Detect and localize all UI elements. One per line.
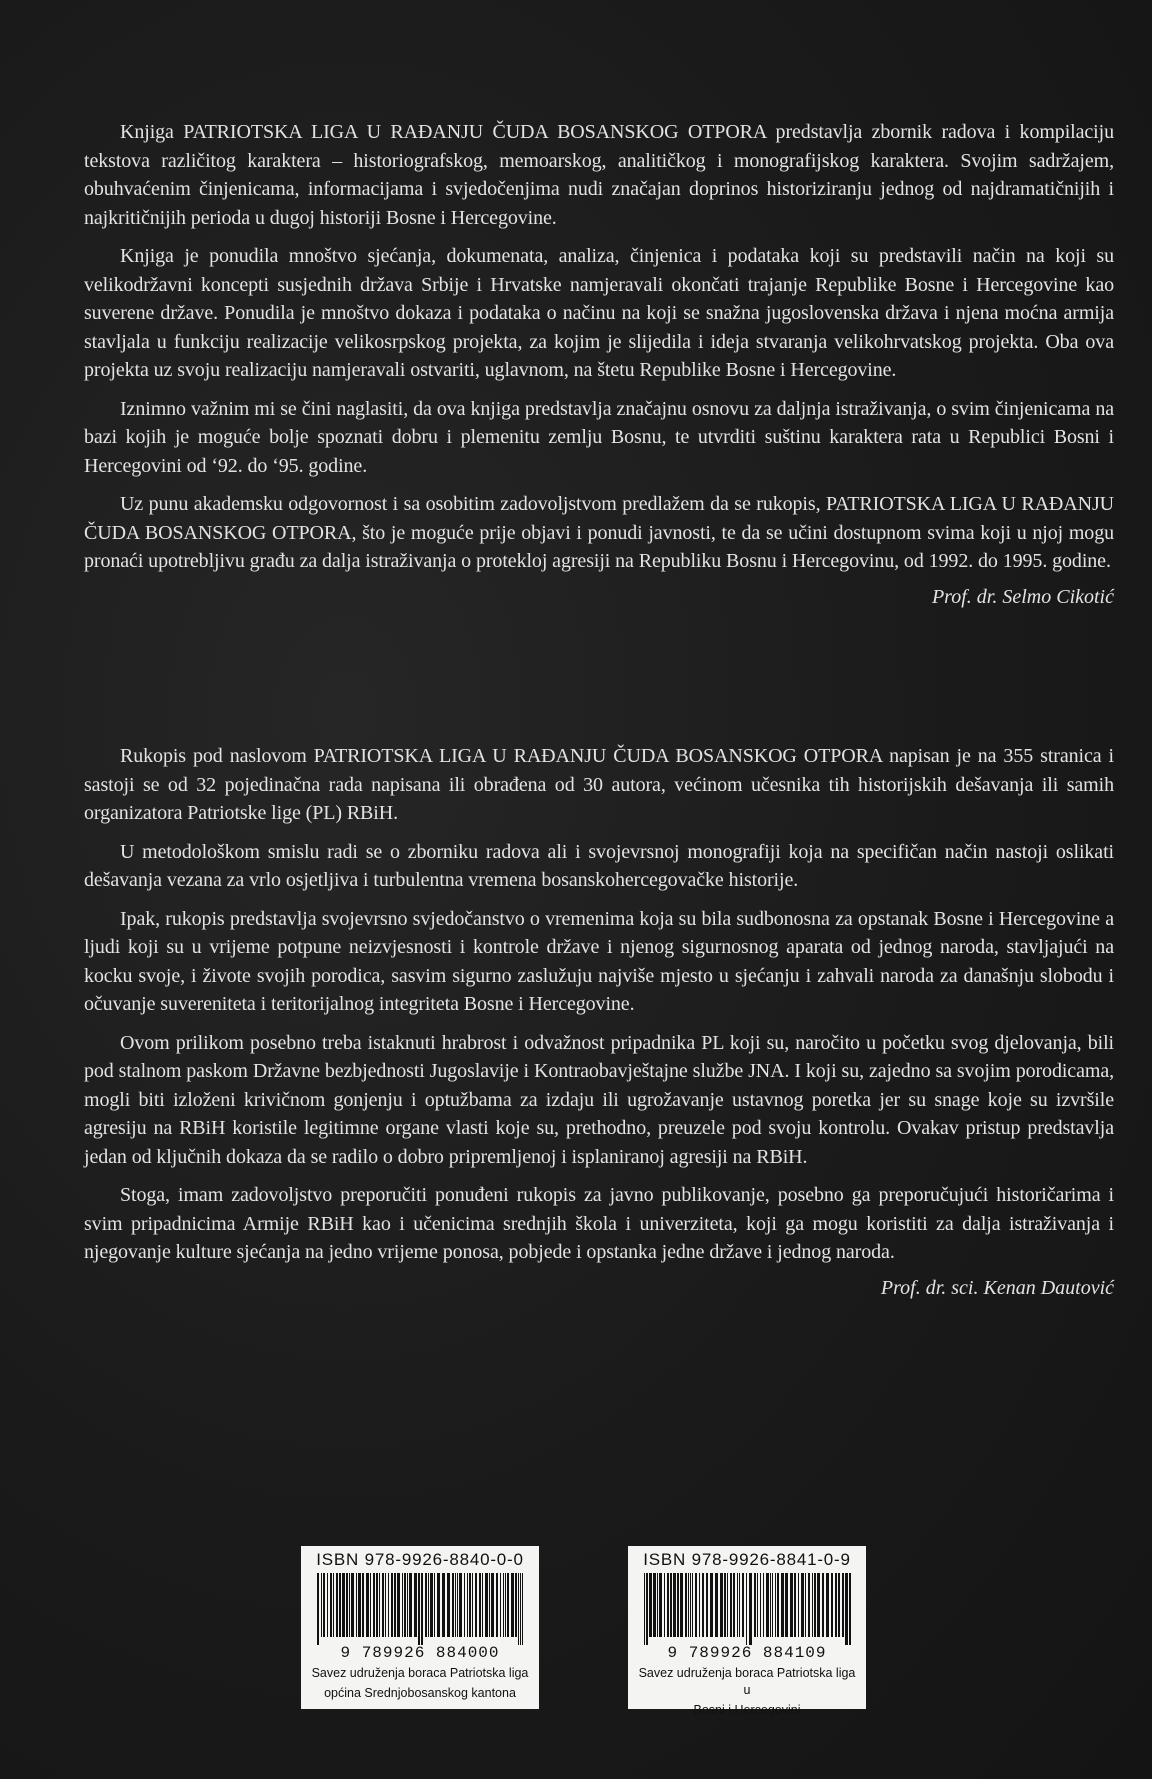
barcode-bar xyxy=(323,1573,325,1637)
barcode-bar xyxy=(826,1573,829,1637)
barcode-bar xyxy=(388,1573,389,1637)
barcode-bar xyxy=(500,1573,501,1637)
barcode-digits: 9 789926 884000 xyxy=(340,1644,500,1662)
barcode-bar xyxy=(727,1573,728,1637)
review-dautovic xyxy=(84,742,1114,1300)
barcode-bar xyxy=(781,1573,784,1637)
barcode-bar xyxy=(720,1573,723,1637)
barcode-bar xyxy=(677,1573,679,1637)
barcode-bar xyxy=(664,1573,665,1637)
barcode-bar xyxy=(772,1573,773,1637)
barcode-bar xyxy=(404,1573,406,1637)
barcode-bar xyxy=(447,1573,450,1637)
barcode-bar xyxy=(730,1573,732,1637)
barcode-bar xyxy=(428,1573,429,1637)
barcode-bar xyxy=(812,1573,813,1637)
barcode-bar xyxy=(330,1573,332,1637)
barcode-bar xyxy=(379,1573,380,1637)
reviewer-signature: Prof. dr. sci. Kenan Dautović xyxy=(880,1276,1114,1299)
isbn-number: ISBN 978-9926-8841-0-9 xyxy=(643,1550,851,1569)
barcode-bar xyxy=(351,1573,354,1637)
barcode-bar xyxy=(831,1573,833,1637)
publisher-line: Savez udruženja boraca Patriotska liga xyxy=(311,1666,529,1680)
barcode-bar xyxy=(794,1573,796,1637)
barcode-bar xyxy=(385,1573,386,1637)
barcode-bar xyxy=(670,1573,672,1637)
barcode-bar xyxy=(485,1573,488,1637)
barcode-bar xyxy=(760,1573,761,1637)
barcode-bar xyxy=(644,1573,645,1645)
barcode-bar xyxy=(763,1573,764,1637)
barcode-bar xyxy=(425,1573,427,1637)
barcode-bar xyxy=(464,1573,465,1637)
isbn-barcode-label xyxy=(628,1546,866,1717)
barcode-bar xyxy=(418,1573,420,1645)
barcode-bar xyxy=(321,1573,322,1637)
barcode-bar xyxy=(317,1573,319,1645)
barcode-bar xyxy=(746,1573,747,1645)
barcode-bar xyxy=(838,1573,840,1637)
barcode-bar xyxy=(394,1573,396,1637)
barcode-bar xyxy=(814,1573,816,1637)
publisher-line: općina Srednjobosanskog kantona xyxy=(324,1686,516,1700)
barcode-bar xyxy=(430,1573,433,1637)
review-paragraph: Iznimno važnim mi se čini naglasiti, da ova knjiga predstavlja značajnu osnovu za daljnja istraživanja, o svim činjenicama na bazi kojih je moguće bolje spoznati dobru i plemenitu zemlju Bosnu, te utvrditi suštinu karaktera rata u Republici Bosni i Hercegovini od ‘92. do ‘95. godine. xyxy=(84,397,1114,477)
review-paragraph: Ipak, rukopis predstavlja svojevrsno svjedočanstvo o vremenima koja su bila sudbonosna za opstanak Bosne i Hercegovine a ljudi koji su u vrijeme potpune neizvjesnosti i kontrole države i njenog sigurnosnog aparata od jednog naroda, stavljajući na kocku svoje, i živote svojih porodica, sasvim sigurno zaslužuju najviše mjesto u sjećanju i zahvali naroda za današnju slobodu i očuvanje suvereniteta i teritorijalnog integriteta Bosne i Hercegovine. xyxy=(84,907,1114,1015)
barcode-bar xyxy=(699,1573,700,1637)
barcode-bar xyxy=(434,1573,435,1637)
barcode-bar xyxy=(766,1573,769,1637)
barcode-bar xyxy=(507,1573,509,1637)
barcode-bar xyxy=(342,1573,345,1637)
barcode-bar xyxy=(346,1573,348,1637)
barcode-bar xyxy=(362,1573,364,1637)
barcode-bar xyxy=(673,1573,676,1637)
barcode-bar xyxy=(459,1573,462,1637)
barcode-bar xyxy=(822,1573,824,1637)
barcode-bar xyxy=(733,1573,735,1637)
barcode-bar xyxy=(849,1573,851,1645)
barcode-bar xyxy=(667,1573,669,1637)
barcode-bar xyxy=(515,1573,517,1637)
barcode-bar xyxy=(845,1573,848,1645)
barcode-bars xyxy=(313,1573,527,1645)
review-paragraph: U metodološkom smislu radi se o zborniku radova ali i svojevrsnoj monografiji koja na specifičan način nastoji oslikati dešavanja vezana za vrlo osjetljiva i turbulentna vremena bosanskohercegovačke historije. xyxy=(84,840,1114,891)
barcode-bar xyxy=(349,1573,350,1637)
barcode-bar xyxy=(692,1573,693,1637)
barcode-bar xyxy=(503,1573,504,1637)
barcode-bar xyxy=(327,1573,328,1637)
barcode-bar xyxy=(414,1573,417,1637)
barcode-bar xyxy=(710,1573,713,1637)
barcode-bar xyxy=(808,1573,810,1637)
barcode-bar xyxy=(646,1573,648,1645)
review-paragraph: Stoga, imam zadovoljstvo preporučiti ponuđeni rukopis za javno publikovanje, posebno ga preporučujući historičarima i svim pripadnicima Armije RBiH kao i učenicima srednjih škola i univerziteta, koji ga mogu koristiti za dalja istraživanja i njegovanje kulture sjećanja na jedno vrijeme ponosa, pobjede i opstanka jedne države i jednog naroda. xyxy=(84,1184,1114,1263)
barcode-bar xyxy=(373,1573,375,1637)
barcode-bar xyxy=(339,1573,341,1637)
barcode-bar xyxy=(491,1573,494,1637)
barcode-bar xyxy=(333,1573,334,1637)
barcode-bar xyxy=(511,1573,514,1637)
barcode-bar xyxy=(407,1573,408,1637)
barcode-bar xyxy=(452,1573,454,1637)
barcode-bar xyxy=(518,1573,519,1645)
barcode-bar xyxy=(472,1573,473,1637)
barcode-bar xyxy=(469,1573,471,1637)
barcode-bar xyxy=(520,1573,521,1645)
barcode-bar xyxy=(688,1573,689,1637)
barcode-bar xyxy=(706,1573,708,1637)
barcode-bar xyxy=(370,1573,371,1637)
isbn-number: ISBN 978-9926-8840-0-0 xyxy=(316,1550,524,1569)
barcode-bar xyxy=(489,1573,490,1637)
barcode-bar xyxy=(742,1573,744,1637)
barcode-bar xyxy=(479,1573,481,1637)
review-paragraph: Rukopis pod naslovom PATRIOTSKA LIGA U RAĐANJU ČUDA BOSANSKOG OTPORA napisan je na 355 stranica i sastoji se od 32 pojedinačna rada napisana ili obrađena od 30 autora, većinom učesnika tih historijskih dešavanja ili samih organizatora Patriotske lige (PL) RBiH. xyxy=(84,745,1114,824)
barcode-bar xyxy=(754,1573,756,1637)
barcode-bar xyxy=(421,1573,423,1645)
barcode-bar xyxy=(690,1573,691,1637)
barcode-bar xyxy=(790,1573,793,1637)
barcode-bar xyxy=(366,1573,369,1637)
barcode-bar xyxy=(442,1573,445,1637)
review-paragraph: Uz punu akademsku odgovornost i sa osobitim zadovoljstvom predlažem da se rukopis, PATRIOTSKA LIGA U RAĐANJU ČUDA BOSANSKOG OTPORA, što je moguće prije objavi i ponudi javnosti, te da se učini dostupnom svima koji u njoj mogu pronaći upotrebljivu građu za dalja istraživanja o proteklој agresiji na Republiku Bosnu i Hercegovinu, od 1992. do 1995. godine. xyxy=(84,493,1114,572)
review-paragraph: Ovom prilikom posebno treba istaknuti hrabrost i odvažnost pripadnika PL koji su, naročito u početku svog djelovanja, bili pod stalnom paskom Državne bezbjednosti Jugoslavije i Kontraobavještajne službe JNA. I koji su, zajedno sa svojim porodicama, mogli biti izloženi krivičnom gonjenju i optužbama za izdaju ili ugrožavanje ustavnog poretka jer su snage koje su izvršile agresiju na RBiH koristile legitimne organe vlasti koje su, prethodno, preuzele pod svoju kontrolu. Ovakav pristup predstavlja jedan od ključnih dokaza da se radilo o dobro pripremljenoj i isplaniranoj agresiji na RBiH. xyxy=(84,1031,1114,1168)
barcode-bar xyxy=(409,1573,412,1637)
barcode-bar xyxy=(402,1573,403,1637)
barcode-bar xyxy=(376,1573,378,1637)
barcode-bar xyxy=(455,1573,456,1637)
barcode-bar xyxy=(785,1573,788,1637)
isbn-barcode-label xyxy=(301,1546,539,1709)
barcode-bar xyxy=(798,1573,799,1637)
barcode-bar xyxy=(817,1573,820,1637)
barcode-bar xyxy=(715,1573,718,1637)
barcode-bar xyxy=(659,1573,662,1637)
barcode-bar xyxy=(695,1573,697,1637)
publisher-line: Savez udruženja boraca Patriotska liga u xyxy=(638,1666,856,1697)
barcode-bar xyxy=(805,1573,806,1637)
barcode-bar xyxy=(770,1573,771,1637)
barcode-bar xyxy=(358,1573,361,1637)
publisher-line: Bosni i Hercegovini xyxy=(693,1703,801,1717)
barcode-bar xyxy=(356,1573,357,1637)
barcode-bar xyxy=(649,1573,652,1637)
barcode-bar xyxy=(801,1573,804,1637)
reviewer-signature: Prof. dr. Selmo Cikotić xyxy=(931,585,1114,608)
barcode-bar xyxy=(482,1573,483,1637)
barcode-bar xyxy=(835,1573,837,1637)
barcode-bar xyxy=(657,1573,658,1637)
barcode-bar xyxy=(757,1573,758,1637)
barcode-bar xyxy=(739,1573,740,1637)
barcode-bar xyxy=(336,1573,338,1637)
barcode-bar xyxy=(653,1573,656,1637)
barcode-digits: 9 789926 884109 xyxy=(667,1644,827,1662)
barcode-bar xyxy=(685,1573,687,1637)
barcode-bar xyxy=(680,1573,683,1637)
barcode-bar xyxy=(842,1573,844,1637)
barcode-bar xyxy=(775,1573,776,1637)
barcode-bar xyxy=(467,1573,468,1637)
barcode-bars xyxy=(640,1573,854,1645)
barcode-bar xyxy=(777,1573,779,1637)
barcode-bar xyxy=(702,1573,704,1637)
barcode-bar xyxy=(437,1573,440,1637)
barcode-bar xyxy=(397,1573,400,1637)
barcode-bar xyxy=(505,1573,506,1637)
barcode-bar xyxy=(382,1573,384,1637)
barcode-bar xyxy=(457,1573,458,1637)
review-cikotic xyxy=(84,118,1114,609)
barcode-bar xyxy=(749,1573,752,1645)
review-paragraph: Knjiga je ponudila mnoštvo sjećanja, dokumenata, analiza, činjenica i podataka koji su predstavili način na koji su velikodržavni koncepti susjednih država Srbije i Hrvatske namjeravali okončati trajanje Republike Bosne i Hercegovine kao suverene države. Ponudila je mnoštvo dokaza i podataka o načinu na koji se snažna jugoslovenska država i njena moćna armija stavljala u funkciju realizacije velikosrpskog projekta, za kojim je slijedila i ideja stvaranja velikohrvatskog projekta. Oba ova projekta uz svoju realizaciju namjeravali ostvariti, uglavnom, na štetu Republike Bosne i Hercegovine. xyxy=(84,245,1114,381)
barcode-bar xyxy=(475,1573,477,1637)
barcode-bar xyxy=(724,1573,726,1637)
barcode-bar xyxy=(496,1573,498,1637)
barcode-bar xyxy=(522,1573,523,1645)
barcode-bar xyxy=(391,1573,393,1637)
review-paragraph: Knjiga PATRIOTSKA LIGA U RAĐANJU ČUDA BOSANSKOG OTPORA predstavlja zbornik radova i kompilaciju tekstova različitog karaktera – historiografskog, memoarskog, analitičkog i monografijskog karaktera. Svojim sadržajem, obuhvaćenim činjenicama, informacijama i svjedočenjima nudi značajan doprinos historiziranju jednog od najdramatičnijih i najkritičnijih perioda u dugoj historiji Bosne i Hercegovine. xyxy=(84,121,1114,229)
barcode-bar xyxy=(737,1573,738,1637)
